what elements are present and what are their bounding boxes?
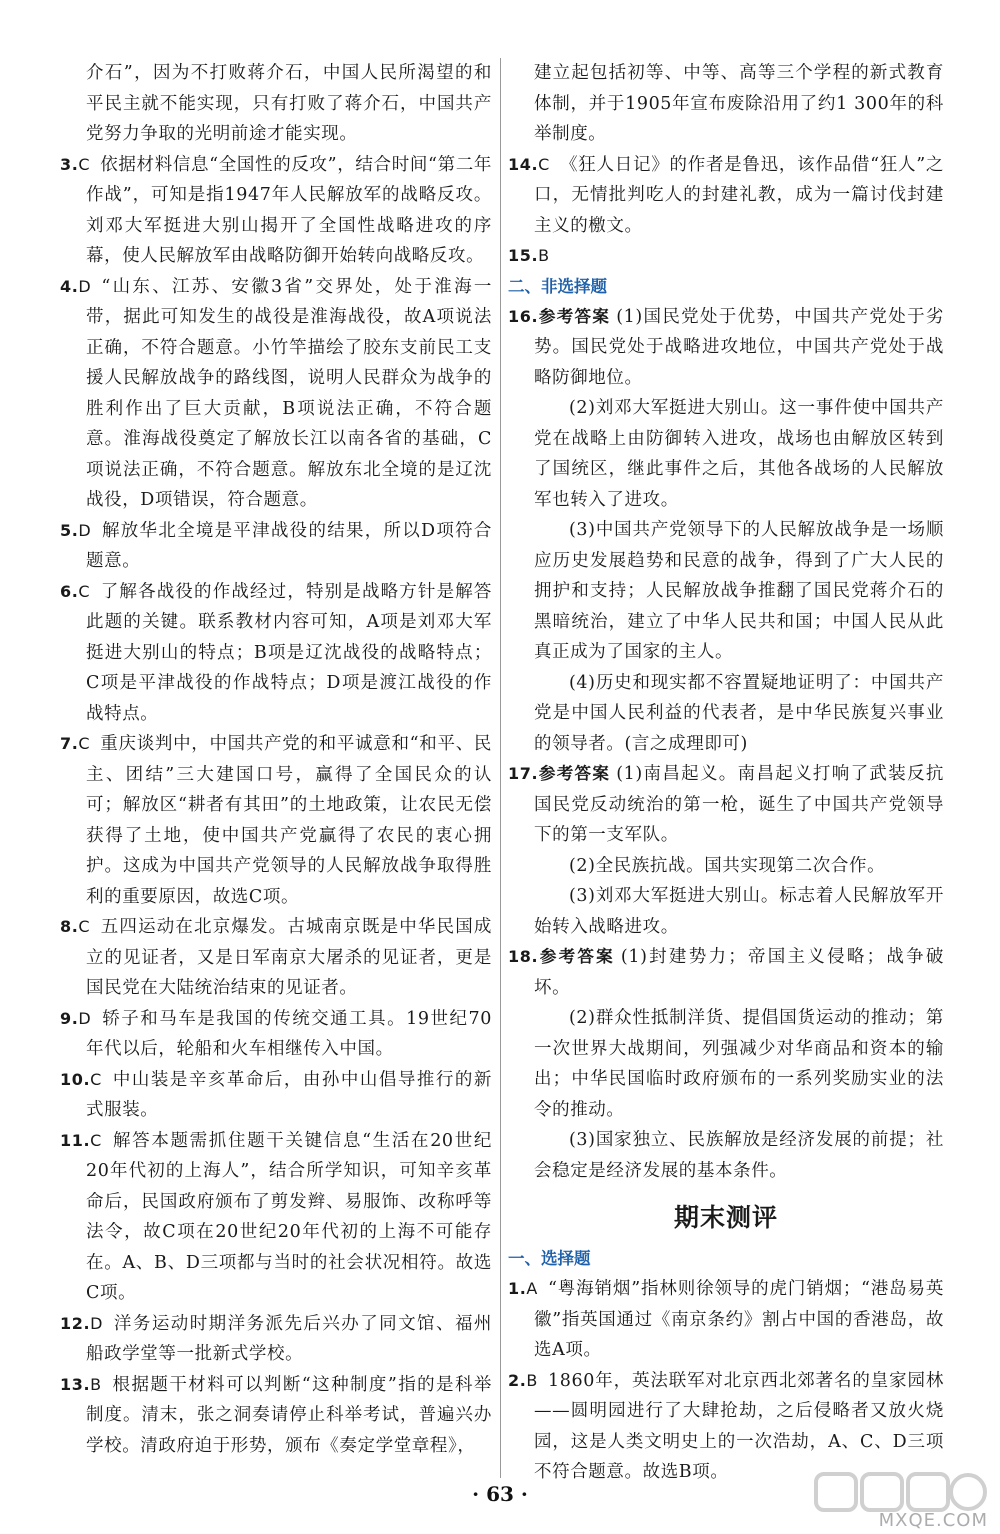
answer-item-12: 12.D 洋务运动时期洋务派先后兴办了同文馆、福州船政学堂等一批新式学校。 [60,1313,492,1364]
answer-item-14: 14.C 《狂人日记》的作者是鲁迅，该作品借“狂人”之口，无情批判吃人的封建礼教，成为一篇讨伐封建主义的檄文。 [508,154,944,236]
answer-18-part-2: (2)群众性抵制洋货、提倡国货运动的推动；第一次世界大战期间，列强减少对华商品和资本的输出；中华民国临时政府颁布的一系列奖励实业的法令的推动。 [534,1008,944,1120]
answer-item-10: 10.C 中山装是辛亥革命后，由孙中山倡导推行的新式服装。 [60,1069,492,1120]
answer-item-18: 18.参考答案 (1)封建势力；帝国主义侵略；战争破坏。 [508,947,945,998]
answer-16-part-4: (4)历史和现实都不容置疑地证明了：中国共产党是中国人民利益的代表者，是中华民族复兴事业的领导者。(言之成理即可) [534,672,944,754]
q2-continuation: 介石”，因为不打败蒋介石，中国人民所渴望的和平民主就不能实现，只有打败了蒋介石，中国共产党努力争取的光明前途才能实现。 [86,63,492,144]
answer-17-part-2: (2)全民族抗战。国共实现第二次合作。 [569,855,886,876]
q13-continuation: 建立起包括初等、中等、高等三个学程的新式教育体制，并于1905年宣布废除沿用了约1 300年的科举制度。 [534,63,944,144]
answer-16-part-2: (2)刘邓大军挺进大别山。这一事件使中国共产党在战略上由防御转入进攻，战场也由解放区转到了国统区，继此事件之后，其他各战场的人民解放军也转入了进攻。 [534,398,944,510]
page-number: · 63 · [472,1482,528,1506]
section-heading-choice: 一、选择题 [508,1249,591,1268]
answer-item-11: 11.C 解答本题需抓住题干关键信息“生活在20世纪20年代初的上海人”，结合所学知识，可知辛亥革命后，民国政府颁布了剪发辫、易服饰、改称呼等法令，故C项在20世纪20年代初的上海不可能存在。A、B、D三项都与当时的社会状况相符。故选C项。 [60,1130,492,1303]
answer-item-3: 3.C 依据材料信息“全国性的反攻”，结合时间“第二年作战”，可知是指1947年人民解放军的战略反攻。刘邓大军挺进大别山揭开了全国性战略进攻的序幕，使人民解放军由战略防御开始转向战略反攻。 [60,154,492,266]
column-divider [500,58,501,1478]
final-assessment-title: 期末测评 [673,1203,778,1232]
answer-item-8: 8.C 五四运动在北京爆发。古城南京既是中华民国成立的见证者，又是日军南京大屠杀的见证者，更是国民党在大陆统治结束的见证者。 [60,917,492,998]
right-column [508,58,944,1488]
left-column [60,58,492,1461]
answer-item-6: 6.C 了解各战役的作战经过，特别是战略方针是解答此题的关键。联系教材内容可知，A项是刘邓大军挺进大别山的特点；B项是辽沈战役的战略特点；C项是平津战役的作战特点；D项是渡江战役的作战特点。 [60,581,492,724]
final-answer-item-1: 1.A “粤海销烟”指林则徐领导的虎门销烟；“港岛易英徽”指英国通过《南京条约》割占中国的香港岛，故选A项。 [508,1279,944,1360]
answer-16-part-3: (3)中国共产党领导下的人民解放战争是一场顺应历史发展趋势和民意的战争，得到了广大人民的拥护和支持；人民解放战争推翻了国民党蒋介石的黑暗统治，建立了中华人民共和国；中国人民从此真正成为了国家的主人。 [534,520,944,662]
answer-item-13: 13.B 根据题干材料可以判断“这种制度”指的是科举制度。清末，张之洞奏请停止科举考试，普遍兴办学校。清政府迫于形势，颁布《奏定学堂章程》， [60,1374,492,1456]
answer-item-15: 15.B [508,246,550,265]
answer-item-16: 16.参考答案 (1)国民党处于优势，中国共产党处于劣势。国民党处于战略进攻地位，中国共产党处于战略防御地位。 [508,306,944,388]
answer-item-4: 4.D “山东、江苏、安徽3省”交界处，处于淮海一带，据此可知发生的战役是淮海战役，故A项说法正确，不符合题意。小竹竿描绘了胶东支前民工支援人民解放战争的路线图，说明人民群众为战争的胜利作出了巨大贡献，B项说法正确，不符合题意。淮海战役奠定了解放长江以南各省的基础，C项说法正确，不符合题意。解放东北全境的是辽沈战役，D项错误，符合题意。 [60,276,492,510]
watermark-text: MXQE.COM [878,1510,988,1531]
section-heading-non-choice: 二、非选择题 [508,276,607,296]
answer-item-5: 5.D 解放华北全境是平津战役的结果，所以D项符合题意。 [60,520,492,571]
answer-item-7: 7.C 重庆谈判中，中国共产党的和平诚意和“和平、民主、团结”三大建国口号，赢得了全国民众的认可；解放区“耕者有其田”的土地政策，让农民无偿获得了土地，使中国共产党赢得了农民的衷心拥护。这成为中国共产党领导的人民解放战争取得胜利的重要原因，故选C项。 [60,734,492,907]
answer-18-part-3: (3)国家独立、民族解放是经济发展的前提；社会稳定是经济发展的基本条件。 [534,1130,944,1181]
answer-17-part-3: (3)刘邓大军挺进大别山。标志着人民解放军开始转入战略进攻。 [534,886,944,937]
final-answer-item-2: 2.B 1860年，英法联军对北京西北郊著名的皇家园林——圆明园进行了大肆抢劫，之后侵略者又放火烧园，这是人类文明史上的一次浩劫，A、C、D三项不符合题意。故选B项。 [508,1370,944,1482]
answer-item-9: 9.D 轿子和马车是我国的传统交通工具。19世纪70年代以后，轮船和火车相继传入中国。 [60,1008,492,1059]
answer-item-17: 17.参考答案 (1)南昌起义。南昌起义打响了武装反抗国民党反动统治的第一枪，诞生了中国共产党领导下的第一支军队。 [508,764,944,845]
